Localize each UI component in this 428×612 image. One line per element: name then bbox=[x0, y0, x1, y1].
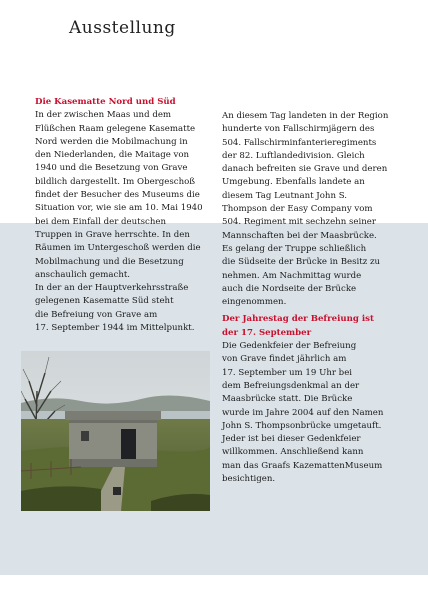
body-line: Umgebung. Ebenfalls landete an bbox=[222, 177, 365, 188]
body-line: danach befreiten sie Grave und deren bbox=[222, 164, 388, 175]
body-line: Jeder ist bei dieser Gedenkfeier bbox=[222, 434, 361, 445]
body-line: Truppen in Grave herrschte. In den bbox=[35, 229, 190, 240]
body-line: Mobilmachung und die Besetzung bbox=[35, 256, 184, 267]
body-line: In der an der Hauptverkehrsstraße bbox=[35, 283, 189, 294]
section-heading-jahrestag: der 17. September bbox=[222, 327, 312, 338]
body-line: Maasbrücke statt. Die Brücke bbox=[222, 394, 353, 405]
body-line: die Südseite der Brücke in Besitz zu bbox=[222, 257, 381, 268]
body-line: diesem Tag Leutnant John S. bbox=[222, 190, 348, 201]
left-column bbox=[35, 96, 215, 335]
body-line: gelegenen Kasematte Süd steht bbox=[35, 296, 174, 307]
body-line: eingenommen. bbox=[222, 297, 287, 308]
body-line: An diesem Tag landeten in der Region bbox=[222, 111, 389, 121]
body-line: hunderte von Fallschirmjägern des bbox=[222, 124, 375, 135]
body-line: Situation vor, wie sie am 10. Mai 1940 bbox=[35, 203, 203, 214]
body-line: der 82. Luftlandedivision. Gleich bbox=[222, 150, 365, 161]
body-line: bei dem Einfall der deutschen bbox=[35, 216, 167, 227]
body-line: Thompson der Easy Company vom bbox=[222, 204, 373, 215]
body-line: Mannschaften bei der Maasbrücke. bbox=[222, 230, 377, 241]
body-line: besichtigen. bbox=[222, 474, 276, 485]
body-line: 17. September 1944 im Mittelpunkt. bbox=[35, 323, 195, 334]
section-heading-jahrestag: Der Jahrestag der Befreiung ist bbox=[222, 314, 374, 325]
casemate-photo bbox=[21, 351, 210, 511]
body-line: dem Befreiungsdenkmal an der bbox=[222, 380, 360, 391]
body-line: willkommen. Anschließend kann bbox=[222, 447, 364, 458]
body-line: Nord werden die Mobilmachung in bbox=[35, 136, 188, 147]
body-line: bildlich dargestellt. Im Obergeschoß bbox=[35, 176, 196, 187]
body-line: die Befreiung von Grave am bbox=[35, 309, 158, 320]
body-line: den Niederlanden, die Maitage von bbox=[35, 150, 190, 161]
body-line: Es gelang der Truppe schließlich bbox=[222, 243, 367, 254]
body-line: Flüßchen Raam gelegene Kasematte bbox=[35, 123, 196, 134]
body-line: nehmen. Am Nachmittag wurde bbox=[222, 270, 362, 281]
body-line: man das Graafs KazemattenMuseum bbox=[222, 460, 383, 471]
body-line: 1940 und die Besetzung von Grave bbox=[35, 163, 188, 174]
body-line: 17. September um 19 Uhr bei bbox=[222, 367, 353, 378]
body-line: Räumen im Untergeschoß werden die bbox=[35, 243, 201, 254]
body-line: John S. Thompsonbrücke umgetauft. bbox=[222, 420, 382, 431]
section-heading-kasematte: Die Kasematte Nord und Süd bbox=[35, 97, 176, 107]
body-line: In der zwischen Maas und dem bbox=[35, 110, 172, 121]
body-line: von Grave findet jährlich am bbox=[222, 354, 347, 365]
page-title: Ausstellung bbox=[69, 18, 176, 38]
body-line: 504. Fallschirminfanterieregiments bbox=[222, 137, 377, 148]
body-line: anschaulich gemacht. bbox=[35, 269, 131, 280]
body-line: 504. Regiment mit sechzehn seiner bbox=[222, 217, 376, 228]
body-line: wurde im Jahre 2004 auf den Namen bbox=[222, 407, 384, 418]
right-column bbox=[222, 110, 402, 486]
body-line: Die Gedenkfeier der Befreiung bbox=[222, 341, 357, 352]
body-line: findet der Besucher des Museums die bbox=[35, 190, 200, 201]
body-line: auch die Nordseite der Brücke bbox=[222, 283, 357, 294]
